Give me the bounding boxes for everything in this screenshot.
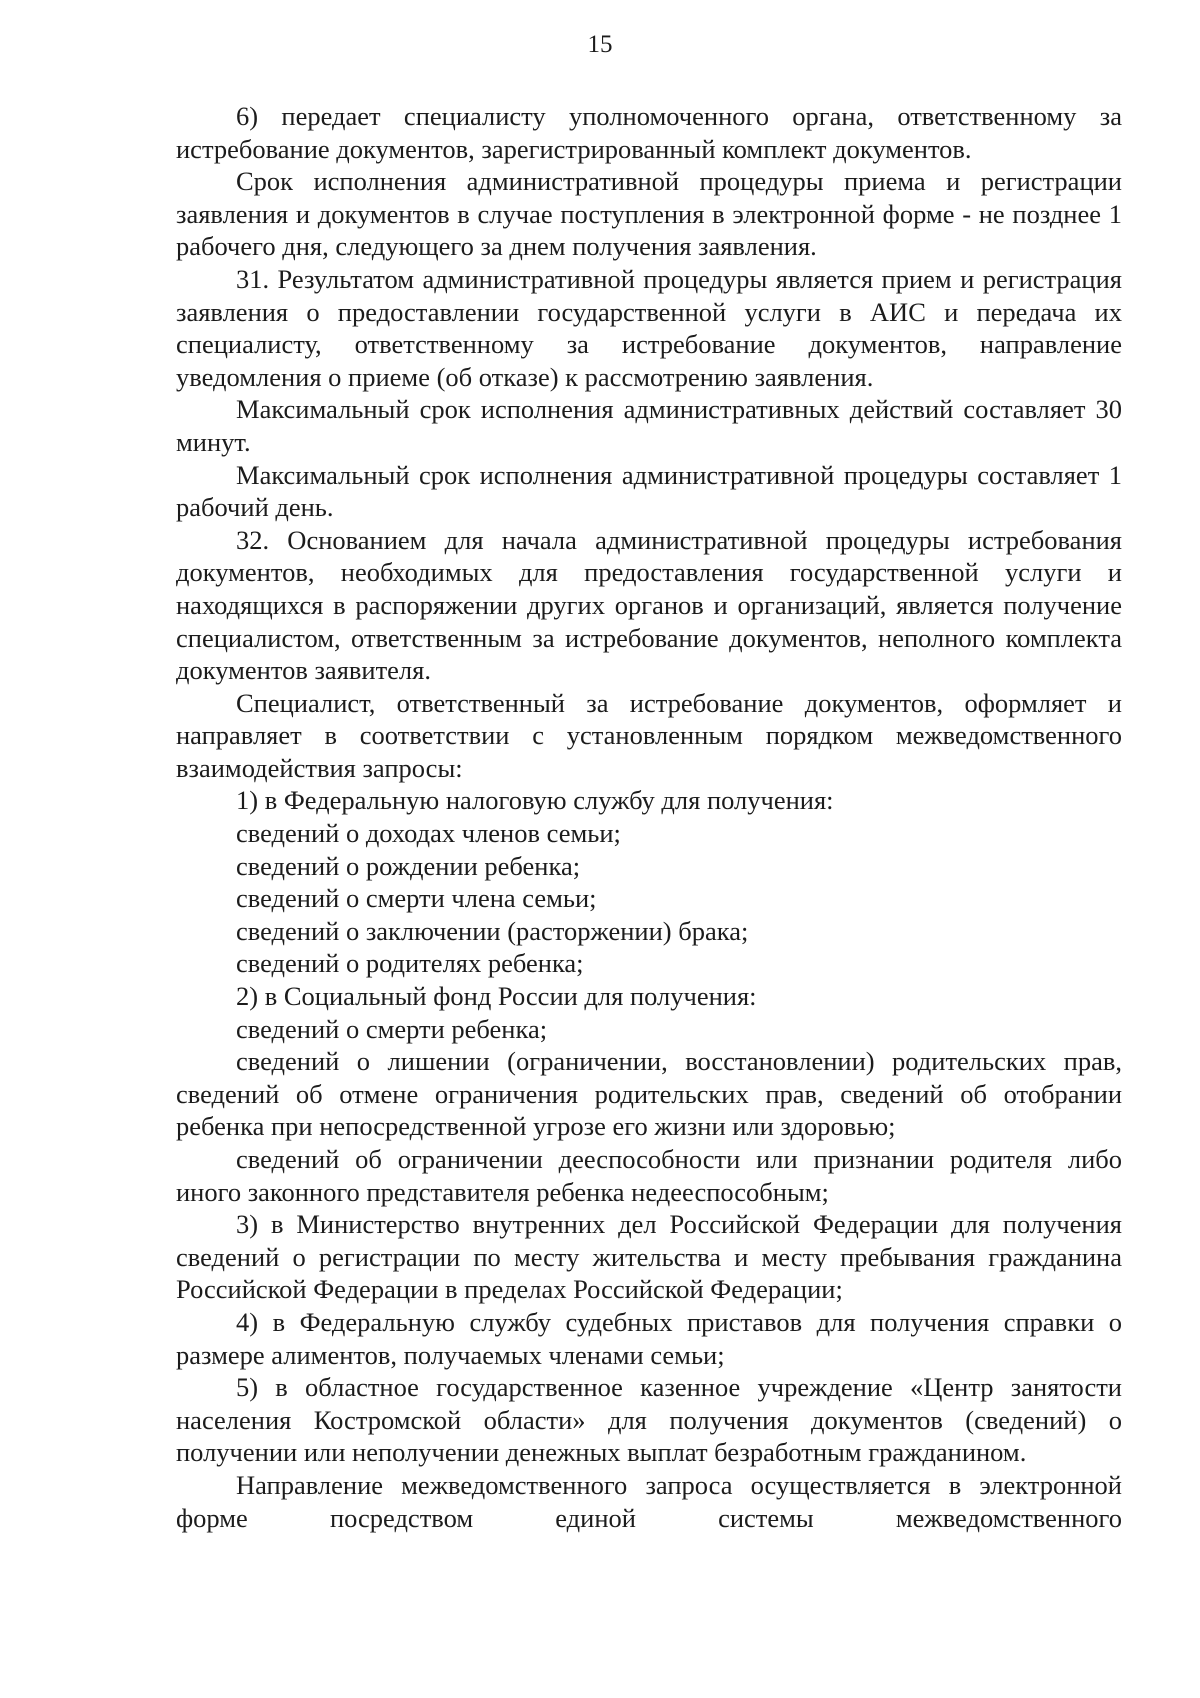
list-item-parents-info: сведений о родителях ребенка;: [236, 948, 584, 979]
paragraph-31-result: 31. Результатом административной процедуры является прием и регистрация заявления о предоставлении государственной услуги в АИС и передача их специалисту, ответственному за истребование документов, направление уведомления о приеме (об отказе) к рассмотрению заявления.: [176, 263, 1122, 392]
paragraph-interagency-request: Направление межведомственного запроса осуществляется в электронной форме посредством единой системы межведомственного: [176, 1469, 1122, 1533]
paragraph-deadline-electronic: Срок исполнения административной процедуры приема и регистрации заявления и документов в случае поступления в электронной форме - не позднее 1 рабочего дня, следующего за днем получения заявления.: [176, 166, 1122, 262]
list-item-income-info: сведений о доходах членов семьи;: [236, 818, 621, 849]
list-item-child-death-info: сведений о смерти ребенка;: [236, 1013, 548, 1044]
list-item-tax-service: 1) в Федеральную налоговую службу для получения:: [236, 785, 834, 816]
list-item-social-fund: 2) в Социальный фонд России для получения:: [236, 981, 757, 1012]
paragraph-32-basis: 32. Основанием для начала административной процедуры истребования документов, необходимых для предоставления государственной услуги и находящихся в распоряжении других органов и организаций, является получение специалистом, ответственным за истребование документов, неполного комплекта документов заявителя.: [176, 524, 1122, 686]
paragraph-item-6: 6) передает специалисту уполномоченного органа, ответственному за истребование документов, зарегистрированный комплект документов.: [176, 101, 1122, 164]
list-item-interior-ministry: 3) в Министерство внутренних дел Российской Федерации для получения сведений о регистрации по месту жительства и месту пребывания гражданина Российской Федерации в пределах Российской Федерации;: [176, 1209, 1122, 1305]
list-item-death-family-info: сведений о смерти члена семьи;: [236, 883, 597, 914]
paragraph-max-actions-time: Максимальный срок исполнения административных действий составляет 30 минут.: [176, 394, 1122, 457]
list-item-birth-info: сведений о рождении ребенка;: [236, 850, 581, 881]
document-body: [176, 100, 1122, 1534]
list-item-marriage-info: сведений о заключении (расторжении) брака;: [236, 915, 749, 946]
list-item-capacity-info: сведений об ограничении дееспособности или признании родителя либо иного законного представителя ребенка недееспособным;: [176, 1144, 1122, 1207]
paragraph-max-procedure-time: Максимальный срок исполнения административной процедуры составляет 1 рабочий день.: [176, 459, 1122, 523]
list-item-employment-center: 5) в областное государственное казенное учреждение «Центр занятости населения Костромской области» для получения документов (сведений) о получении или неполучении денежных выплат безработным гражданином.: [176, 1372, 1122, 1468]
list-item-parental-rights-info: сведений о лишении (ограничении, восстановлении) родительских прав, сведений об отмене ограничения родительских прав, сведений об отобрании ребенка при непосредственной угрозе его жизни или здоровью;: [176, 1046, 1122, 1142]
page-number: 15: [587, 31, 613, 58]
list-item-bailiffs: 4) в Федеральную службу судебных приставов для получения справки о размере алиментов, получаемых членами семьи;: [176, 1306, 1122, 1370]
paragraph-specialist-requests: Специалист, ответственный за истребование документов, оформляет и направляет в соответствии с установленным порядком межведомственного взаимодействия запросы:: [176, 687, 1122, 783]
